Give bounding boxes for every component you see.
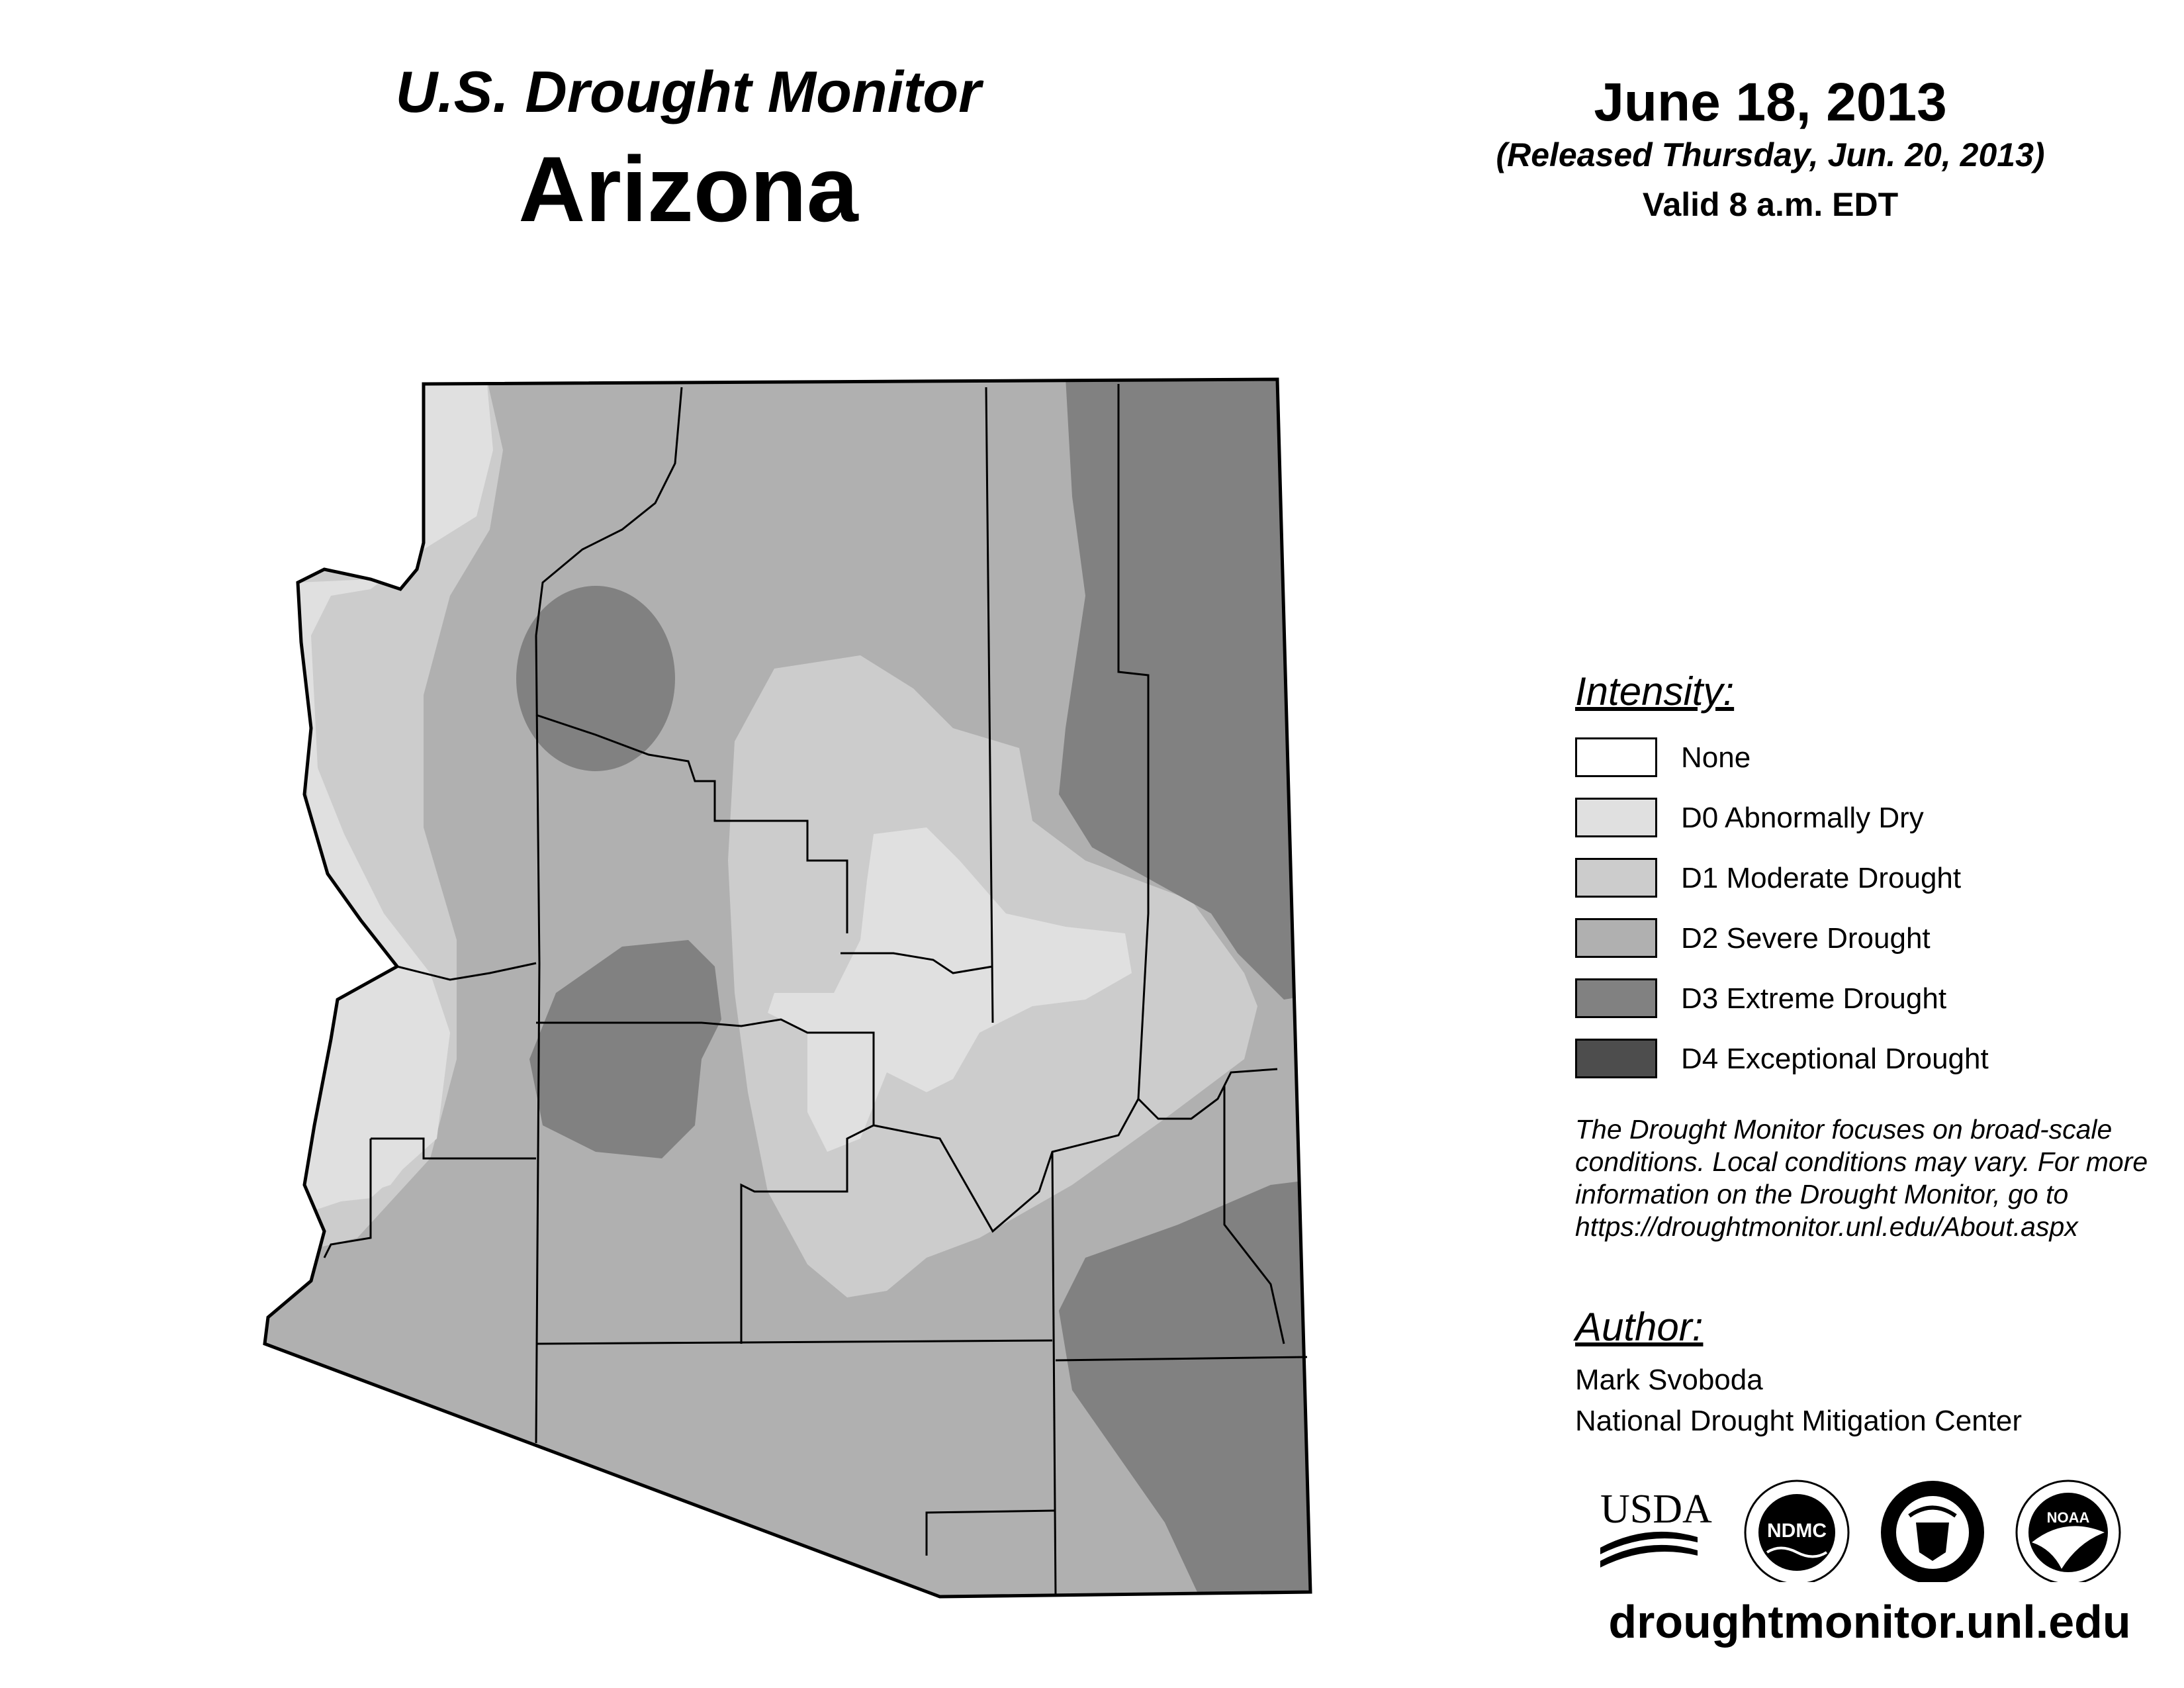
ndmc-logo: [1745, 1481, 1848, 1582]
legend-label-d0: D0 Abnormally Dry: [1681, 802, 1924, 834]
legend-label-d1: D1 Moderate Drought: [1681, 862, 1962, 894]
legend-label-d3: D3 Extreme Drought: [1681, 982, 1947, 1015]
legend-swatch-none: [1575, 737, 1657, 777]
author-name: Mark Svoboda: [1575, 1364, 1763, 1396]
legend-swatch-d2: [1575, 918, 1657, 958]
department-of-commerce-seal-icon: [1881, 1481, 1984, 1582]
noaa-logo: [2017, 1481, 2120, 1582]
legend-swatch-d4: [1575, 1039, 1657, 1078]
legend-title: Intensity:: [1575, 669, 1735, 714]
partner-logos: [1575, 1470, 2171, 1582]
noaa-logo-text: NOAA: [2046, 1509, 2090, 1526]
legend-swatch-d0: [1575, 798, 1657, 837]
state-name: Arizona: [518, 137, 858, 241]
map-date: June 18, 2013: [1594, 72, 1947, 132]
d3-zone-northwest: [516, 586, 675, 771]
usda-logo-text: USDA: [1600, 1487, 1712, 1532]
legend-label-d2: D2 Severe Drought: [1681, 922, 1931, 955]
drought-monitor-note: The Drought Monitor focuses on broad-scale conditions. Local conditions may vary. For more information on the Drought Monitor, go to https://droughtmonitor.unl.edu/About.aspx: [1575, 1114, 2148, 1242]
legend-label-d4: D4 Exceptional Drought: [1681, 1043, 1989, 1075]
ndmc-logo-text: NDMC: [1767, 1520, 1827, 1542]
author-organization: National Drought Mitigation Center: [1575, 1405, 2023, 1437]
release-date: (Released Thursday, Jun. 20, 2013): [1496, 136, 2045, 173]
legend-swatch-d1: [1575, 858, 1657, 898]
legend-swatch-d3: [1575, 978, 1657, 1018]
legend-label-none: None: [1681, 741, 1751, 774]
map-title: U.S. Drought Monitor: [395, 59, 981, 124]
usda-logo: [1600, 1487, 1712, 1568]
website-url: droughtmonitor.unl.edu: [1608, 1596, 2131, 1648]
valid-time: Valid 8 a.m. EDT: [1642, 186, 1899, 223]
author-title: Author:: [1575, 1305, 1704, 1349]
